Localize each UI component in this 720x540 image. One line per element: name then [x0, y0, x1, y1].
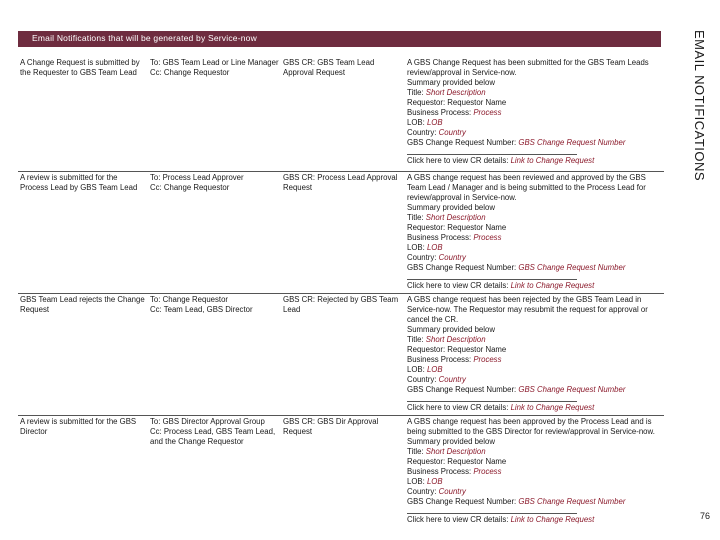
- body-cell: A GBS change request has been rejected by the GBS Team Lead in Service-now. The Requestor may resubmit the request for approval or cancel the CR. Summary provided below Title: Short Description Requestor: Requestor Name Business Process: Process LOB: LOB Country: Country GBS Change Request Number: GBS Change Request Number Click here to view CR details: Link to Change Request: [405, 294, 664, 416]
- body-cell: A GBS Change Request has been submitted for the GBS Team Leads review/approval in Service-now. Summary provided below Title: Short Description Requestor: Requestor Name Business Process: Process LOB: LOB Country: Country GBS Change Request Number: GBS Change Request Number Click here to view CR details: Link to Change Request: [405, 57, 664, 172]
- table-row: [18, 57, 664, 172]
- recipients-cell: To: GBS Director Approval Group Cc: Process Lead, GBS Team Lead, and the Change Requestor: [150, 417, 276, 446]
- trigger-cell: A review is submitted for the GBS Director: [20, 417, 137, 436]
- recipients-cell: To: Process Lead Approver Cc: Change Requestor: [148, 172, 281, 294]
- notifications-table: [18, 57, 664, 536]
- page-number: 76: [700, 511, 711, 521]
- trigger-cell: GBS Team Lead rejects the Change Request: [18, 294, 148, 416]
- trigger-cell: A review is submitted for the Process Lead by GBS Team Lead: [18, 172, 148, 294]
- cr-link[interactable]: Click here to view CR details: Link to Change Request: [407, 515, 595, 524]
- cr-link[interactable]: Click here to view CR details: Link to Change Request: [407, 156, 595, 165]
- table-row: [18, 416, 664, 537]
- recipients-cell: To: Change Requestor Cc: Team Lead, GBS Director: [148, 294, 281, 416]
- table-row: [18, 294, 664, 416]
- side-title-block: [692, 30, 716, 240]
- subject-cell: GBS CR: Rejected by GBS Team Lead: [281, 294, 405, 416]
- subject-cell: GBS CR: GBS Dir Approval Request: [283, 417, 379, 436]
- header-bar: [18, 31, 661, 47]
- subject-cell: GBS CR: GBS Team Lead Approval Request: [281, 57, 405, 172]
- side-title: EMAIL NOTIFICATIONS: [692, 30, 707, 182]
- body-cell: A GBS change request has been reviewed and approved by the GBS Team Lead / Manager and is being submitted to the Process Lead for review/approval in Service-now. Summary provided below Title: Short Description Requestor: Requestor Name Business Process: Process LOB: LOB Country: Country GBS Change Request Number: GBS Change Request Number Click here to view CR details: Link to Change Request: [405, 172, 664, 294]
- trigger-cell: A Change Request is submitted by the Requester to GBS Team Lead: [18, 57, 148, 172]
- cr-link[interactable]: Click here to view CR details: Link to Change Request: [407, 403, 595, 412]
- subject-cell: GBS CR: Process Lead Approval Request: [281, 172, 405, 294]
- table-row: [18, 172, 664, 294]
- recipients-cell: To: GBS Team Lead or Line Manager Cc: Change Requestor: [148, 57, 281, 172]
- cr-link[interactable]: Click here to view CR details: Link to Change Request: [407, 281, 595, 290]
- page-title: Email Notifications that will be generated by Service-now: [32, 33, 257, 43]
- body-cell: A GBS change request has been approved by the Process Lead and is being submitted to the GBS Director for review/approval in Service-now. Summary provided below Title: Short Description Requestor: Requestor Name Business Process: Process LOB: LOB Country: Country GBS Change Request Number: GBS Change Request Number Click here to view CR details: Link to Change Request: [407, 417, 655, 524]
